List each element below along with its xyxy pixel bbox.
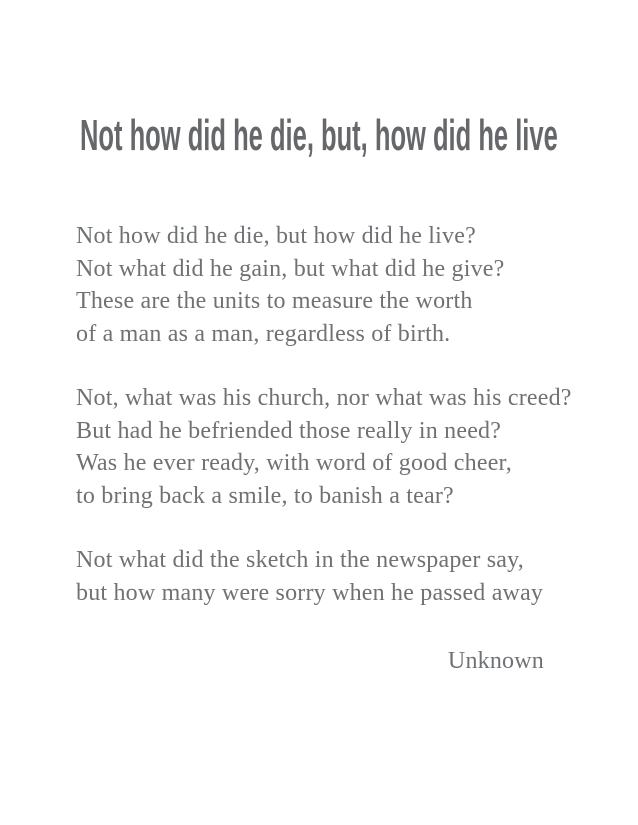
poem-attribution: Unknown xyxy=(447,648,544,674)
poem-stanzas xyxy=(76,220,596,609)
poem-line: Not, what was his church, nor what was his creed? xyxy=(76,385,572,411)
poem-line: Was he ever ready, with word of good cheer, xyxy=(76,450,512,476)
poem-line: to bring back a smile, to banish a tear? xyxy=(76,482,454,509)
poem-line: Not what did he gain, but what did he give? xyxy=(76,255,505,282)
poem-line: But had he befriended those really in need? xyxy=(76,417,502,444)
poem-line: These are the units to measure the worth xyxy=(76,288,473,314)
poem-title: Not how did he die, but, how did he live xyxy=(80,111,558,160)
poem-line: but how many were sorry when he passed away xyxy=(76,579,544,606)
poem-body xyxy=(76,220,596,678)
poem-line: of a man as a man, regardless of birth. xyxy=(76,320,451,347)
stanza xyxy=(76,544,596,609)
poem-line: Not how did he die, but how did he live? xyxy=(76,223,476,249)
stanza xyxy=(76,382,596,512)
poem-line: Not what did the sketch in the newspaper say, xyxy=(76,547,524,573)
title-container xyxy=(0,112,638,160)
stanza xyxy=(76,220,596,350)
